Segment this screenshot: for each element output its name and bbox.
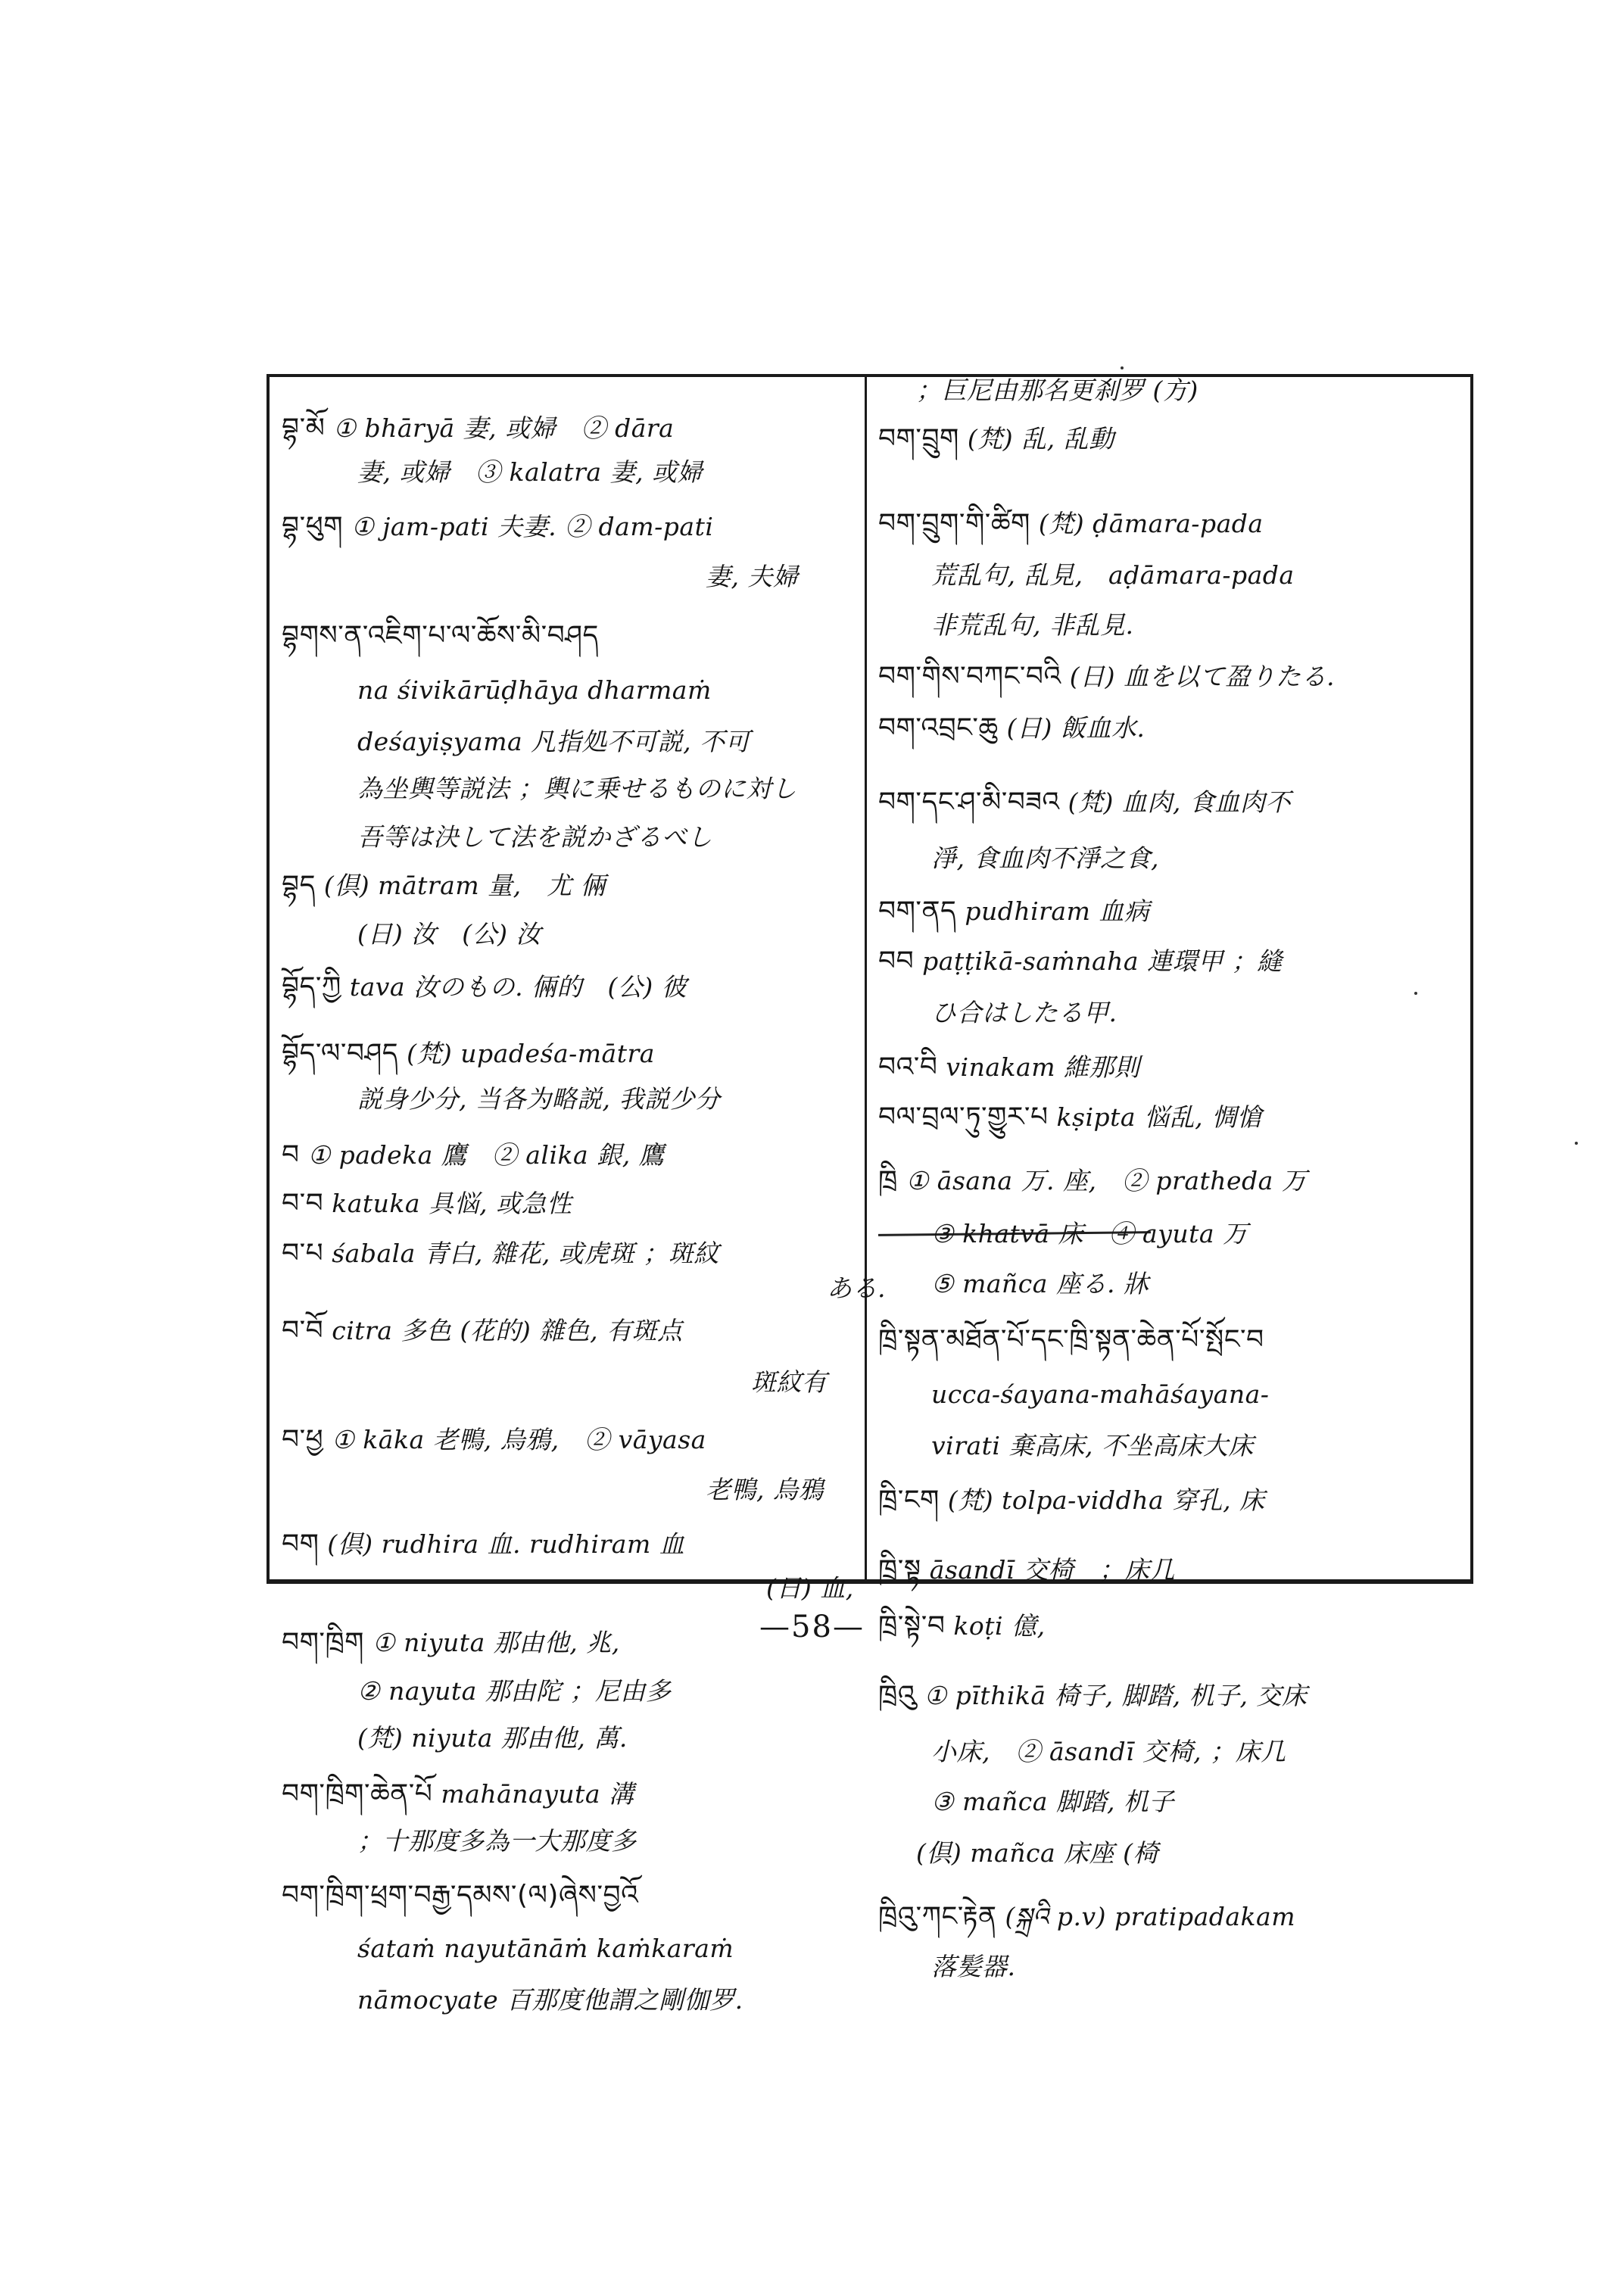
entry-gloss: ① bhāryā 妻, 或婦 ② dāra xyxy=(333,413,675,443)
entry-gloss: virati 棄高床, 不坐高床大床 xyxy=(931,1431,1254,1460)
entry-gloss: 為坐輿等説法 ；輿に乗せるものに対し xyxy=(357,774,797,803)
tibetan-headword: བ་བོ xyxy=(282,1315,324,1346)
entry-gloss: (梵) ḍāmara-pada xyxy=(1038,509,1264,538)
tibetan-headword: བག་ཁྲིག་ཆེན་པོ xyxy=(282,1778,433,1809)
entry-gloss: (倶) mātram 量, 尤 倆 xyxy=(323,871,606,900)
entry-gloss: 老鴨, 烏鴉 xyxy=(706,1475,824,1504)
entry-gloss: 落髪器. xyxy=(931,1952,1016,1981)
tibetan-headword: བག་བྲུག xyxy=(878,423,959,454)
dictionary-entry-line xyxy=(751,1367,828,1398)
tibetan-headword: བག xyxy=(282,1529,320,1560)
entry-gloss: 吾等は決して法を説かざるべし xyxy=(357,822,712,852)
dictionary-entry-line xyxy=(931,1952,1016,1982)
tibetan-headword: བ་པ xyxy=(282,1238,324,1269)
dictionary-entry-line xyxy=(282,1239,719,1269)
dictionary-entry-line xyxy=(357,1084,720,1114)
dictionary-entry-line xyxy=(931,1269,1149,1299)
tibetan-headword: བ་ཕྱ xyxy=(282,1424,324,1455)
dictionary-entry-line xyxy=(282,1189,572,1219)
entry-gloss: koṭi 億, xyxy=(953,1611,1046,1641)
dictionary-entry-line xyxy=(931,1787,1174,1817)
tibetan-headword: བག་བྲུག་གི་ཚིག xyxy=(878,508,1030,539)
entry-gloss: tava 汝のもの. 倆的 (公) 彼 xyxy=(349,972,687,1002)
tibetan-headword: བྷོད་ལ་བཤད xyxy=(282,1038,399,1069)
dictionary-entry-line xyxy=(931,560,1295,591)
tibetan-headword: བག་ཁྲིག་ཕྲག་བརྒྱ་དམས་(ལ)ཞེས་བྱའོ xyxy=(282,1880,639,1911)
dictionary-entry-line xyxy=(357,774,797,804)
tibetan-headword: བག་དང་ཤ་མི་བཟའ xyxy=(878,787,1060,818)
dictionary-entry-line xyxy=(916,376,1199,406)
entry-gloss: nāmocyate 百那度他謂之剛伽罗. xyxy=(357,1985,743,2015)
entry-gloss: 斑紋有 xyxy=(751,1367,828,1397)
dictionary-entry-line xyxy=(878,1325,1264,1355)
entry-gloss: ⑤ mañca 座る. 牀 xyxy=(931,1269,1149,1298)
dictionary-entry-line xyxy=(282,972,687,1002)
entry-gloss: ① kāka 老鴨, 烏鴉, ② vāyasa xyxy=(332,1425,706,1454)
entry-gloss: (倶) mañca 床座 (椅 xyxy=(916,1838,1158,1868)
entry-gloss: kṣipta 悩乱, 惆愴 xyxy=(1056,1102,1263,1132)
entry-gloss: ；十那度多為一大那度多 xyxy=(357,1826,637,1856)
entry-gloss: 説身少分, 当各为略説, 我説少分 xyxy=(357,1084,721,1114)
entry-gloss: ① jam-pati 夫妻. ② dam-pati xyxy=(351,512,714,541)
entry-gloss: (日) 汝 (公) 汝 xyxy=(357,919,541,949)
entry-gloss: (日) 血, xyxy=(766,1573,854,1603)
dictionary-entry-line xyxy=(878,1102,1262,1133)
entry-gloss: ；巨尼由那名更刹罗 (方) xyxy=(916,376,1199,405)
entry-gloss: (日) 血を以て盈りたる. xyxy=(1069,662,1335,691)
entry-gloss: mahānayuta 溝 xyxy=(441,1779,634,1809)
dictionary-entry-line xyxy=(878,896,1149,927)
dictionary-entry-line xyxy=(282,413,674,444)
tibetan-headword: བྷ་ཕུག xyxy=(282,511,344,542)
entry-gloss: paṭṭikā-saṁnaha 連環甲 ；縫 xyxy=(922,946,1283,976)
page-number: —58— xyxy=(759,1610,865,1644)
dictionary-entry-line xyxy=(282,621,599,651)
column-divider xyxy=(865,374,867,1584)
entry-gloss: (梵) tolpa-viddha 穿孔, 床 xyxy=(947,1485,1265,1515)
dictionary-entry-line xyxy=(282,1039,655,1069)
entry-gloss: ① pīthikā 椅子, 脚踏, 机子, 交床 xyxy=(924,1681,1308,1710)
tibetan-headword: བབ xyxy=(878,946,915,977)
tibetan-headword: བག་འབྲང་ཆུ xyxy=(878,712,999,743)
tibetan-headword: བྷགས་ན་འཇིག་པ་ལ་ཆོས་མི་བཤད xyxy=(282,620,599,651)
dictionary-entry-line xyxy=(878,1681,1308,1711)
dictionary-entry-line xyxy=(878,946,1283,977)
tibetan-headword: བྷད xyxy=(282,870,316,901)
tibetan-headword: བ xyxy=(282,1139,300,1170)
tibetan-headword: ཁྲི་ངག xyxy=(878,1485,940,1516)
entry-gloss: 小床, ② āsandī 交椅, ；床几 xyxy=(931,1737,1286,1766)
dictionary-entry-line xyxy=(357,1676,671,1706)
entry-gloss: 荒乱句, 乱見, aḍāmara-pada xyxy=(931,560,1295,590)
dictionary-entry-line xyxy=(916,1838,1158,1869)
entry-gloss: deśayiṣyama 凡指処不可説, 不可 xyxy=(357,727,751,756)
ink-speck xyxy=(1121,366,1124,369)
tibetan-headword: ཁྲི་སྟེ་བ xyxy=(878,1610,946,1641)
tibetan-headword: བག་གིས་བཀང་བའི xyxy=(878,661,1061,692)
entry-gloss: ① āsana 万. 座, ② pratheda 万 xyxy=(906,1166,1308,1195)
dictionary-entry-line xyxy=(878,1555,1175,1585)
dictionary-entry-line xyxy=(931,610,1133,641)
entry-gloss: śabala 青白, 雜花, 或虎斑 ；斑紋 xyxy=(332,1239,719,1268)
dictionary-entry-line xyxy=(357,1723,628,1753)
entry-gloss: (日) 飯血水. xyxy=(1006,713,1146,743)
entry-gloss: ③ mañca 脚踏, 机子 xyxy=(931,1787,1174,1816)
tibetan-headword: བག་ཁྲིག xyxy=(282,1627,365,1658)
entry-gloss: 妻, 夫婦 xyxy=(706,562,799,591)
dictionary-entry-line xyxy=(878,1902,1295,1932)
dictionary-entry-line xyxy=(357,675,712,706)
entry-gloss: ucca-śayana-mahāśayana- xyxy=(931,1379,1270,1409)
entry-gloss: śataṁ nayutānāṁ kaṁkaraṁ xyxy=(357,1934,734,1963)
tibetan-headword: ཁྲི xyxy=(878,1165,898,1196)
dictionary-entry-line xyxy=(878,1052,1139,1083)
entry-gloss: (倶) rudhira 血. rudhiram 血 xyxy=(327,1529,685,1559)
dictionary-entry-line xyxy=(357,822,712,852)
entry-gloss: (梵) 血肉, 食血肉不 xyxy=(1068,787,1291,817)
ink-speck xyxy=(1575,1142,1578,1145)
tibetan-headword: བ་བ xyxy=(282,1188,324,1219)
dictionary-entry-line xyxy=(931,998,1117,1028)
entry-gloss: ある. xyxy=(827,1273,886,1303)
entry-gloss: ② nayuta 那由陀 ；尼由多 xyxy=(357,1676,672,1706)
dictionary-entry-line xyxy=(357,1934,734,1964)
dictionary-entry-line xyxy=(282,512,713,542)
dictionary-entry-line xyxy=(827,1273,886,1304)
entry-gloss: pudhiram 血病 xyxy=(965,896,1150,926)
dictionary-entry-line xyxy=(878,509,1264,539)
dictionary-entry-line xyxy=(357,727,750,757)
entry-gloss: (梵) 乱, 乱動 xyxy=(967,424,1114,454)
entry-gloss: (སྐྲའི p.v) pratipadakam xyxy=(1005,1902,1296,1931)
dictionary-entry-line xyxy=(878,1485,1265,1516)
dictionary-entry-line xyxy=(282,871,606,901)
dictionary-entry-line xyxy=(282,1529,684,1560)
tibetan-headword: བྷ་མོ xyxy=(282,413,326,444)
ink-speck xyxy=(1414,992,1417,995)
dictionary-entry-line xyxy=(878,424,1114,454)
dictionary-entry-line xyxy=(282,1316,683,1346)
tibetan-headword: བལ་བྲལ་ཏུ་གྱུར་པ xyxy=(878,1102,1049,1133)
dictionary-entry-line xyxy=(931,1219,1248,1249)
dictionary-entry-line xyxy=(878,787,1291,818)
dictionary-entry-line xyxy=(706,562,798,592)
dictionary-entry-line xyxy=(357,1826,637,1856)
dictionary-entry-line xyxy=(931,1431,1254,1461)
tibetan-headword: ཁྲིའུ xyxy=(878,1680,916,1711)
tibetan-headword: ཁྲི་སྟན་མཐོན་པོ་དང་ཁྲི་སྟན་ཆེན་པོ་སྤོང་བ xyxy=(878,1324,1264,1355)
entry-gloss: āsandī 交椅 ；床几 xyxy=(929,1555,1175,1585)
tibetan-headword: ཁྲི་སྟ xyxy=(878,1554,921,1585)
entry-gloss: 妻, 或婦 ③ kalatra 妻, 或婦 xyxy=(357,457,703,487)
entry-gloss: 非荒乱句, 非乱見. xyxy=(931,610,1134,640)
dictionary-entry-line xyxy=(931,1737,1286,1767)
dictionary-entry-line xyxy=(766,1573,854,1604)
tibetan-headword: བའ་བི xyxy=(878,1052,938,1083)
entry-gloss: na śivikārūḍhāya dharmaṁ xyxy=(357,675,712,705)
entry-gloss: ① padeka 鷹 ② alika 銀, 鷹 xyxy=(307,1140,665,1170)
dictionary-entry-line xyxy=(931,843,1159,874)
dictionary-entry-line xyxy=(282,1425,706,1455)
dictionary-entry-line xyxy=(357,457,703,488)
dictionary-entry-line xyxy=(357,1985,743,2015)
tibetan-headword: བྷོད་ཀྱི xyxy=(282,971,341,1002)
dictionary-entry-line xyxy=(706,1475,824,1505)
dictionary-entry-line xyxy=(357,919,541,949)
entry-gloss: katuka 具悩, 或急性 xyxy=(332,1189,572,1218)
dictionary-entry-line xyxy=(282,1881,638,1911)
entry-gloss: (梵) upadeśa-mātra xyxy=(407,1039,655,1068)
dictionary-entry-line xyxy=(878,1166,1307,1196)
dictionary-entry-line xyxy=(931,1379,1269,1410)
tibetan-headword: བག་ནད xyxy=(878,896,957,927)
entry-gloss: 淨, 食血肉不淨之食, xyxy=(931,843,1159,873)
dictionary-entry-line xyxy=(282,1779,634,1809)
dictionary-entry-line xyxy=(878,662,1335,692)
entry-gloss: citra 多色 (花的) 雜色, 有斑点 xyxy=(332,1316,683,1345)
dictionary-entry-line xyxy=(282,1140,664,1170)
tibetan-headword: ཁྲིའུ་ཀང་རྟེན xyxy=(878,1901,997,1932)
entry-gloss: ① niyuta 那由他, 兆, xyxy=(372,1628,620,1657)
entry-gloss: vinakam 維那則 xyxy=(946,1052,1140,1082)
entry-gloss: ひ合はしたる甲. xyxy=(931,998,1117,1027)
dictionary-entry-line xyxy=(878,713,1145,743)
entry-gloss: ③ khatvā 床 ④ ayuta 万 xyxy=(931,1219,1248,1248)
entry-gloss: (梵) niyuta 那由他, 萬. xyxy=(357,1723,628,1753)
